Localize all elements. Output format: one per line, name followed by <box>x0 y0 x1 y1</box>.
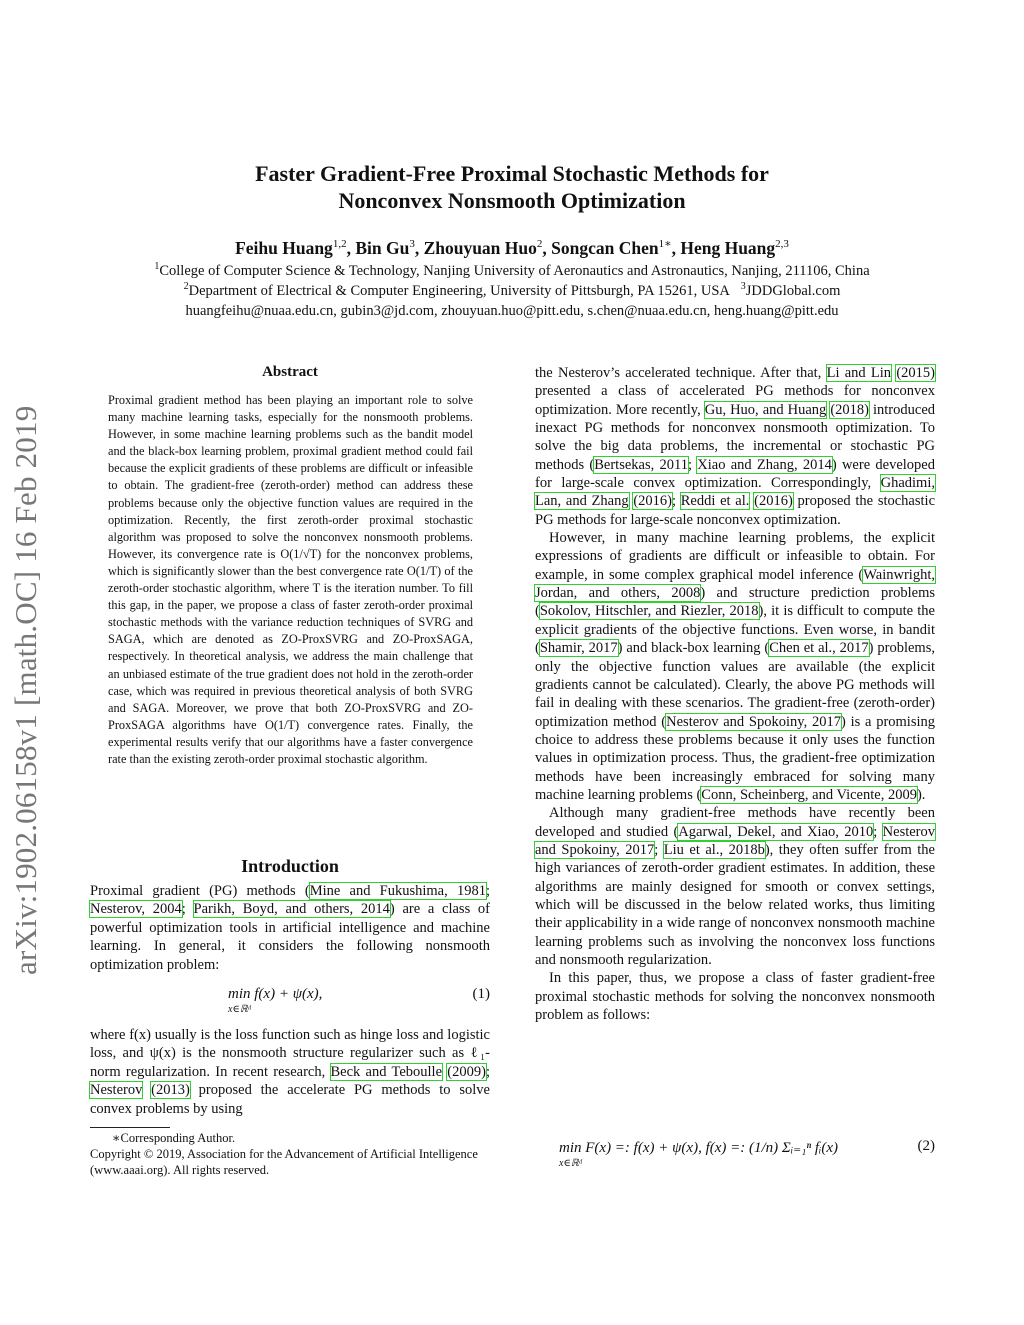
title-line-1: Faster Gradient-Free Proximal Stochastic Methods for <box>255 161 769 186</box>
citation-link[interactable]: Wainwright, Jordan, and others, 2008 <box>535 566 935 602</box>
author-affil-mark: 2,3 <box>775 238 789 251</box>
equation-1 <box>90 984 490 1024</box>
equation-2 <box>535 1124 935 1184</box>
text-run: ; <box>672 493 681 510</box>
author-affil-mark: 2 <box>536 238 543 251</box>
citation-link[interactable]: Bertsekas, 2011 <box>594 456 688 473</box>
citation-link[interactable]: Xiao and Zhang, 2014 <box>697 456 832 473</box>
paper-title <box>90 160 934 214</box>
footnote-copyright: Copyright © 2019, Association for the Advancement of Artificial Intelligence (www.aaai.org). All rights reserved. <box>90 1147 478 1177</box>
text-run: proposed the accelerate PG methods to solve convex problems by using <box>90 1082 490 1117</box>
citation-link[interactable]: Parikh, Boyd, and others, 2014 <box>193 901 390 918</box>
text-run: ), they often suffer from the high variances of zeroth-order gradient estimates. In addition, these algorithms are mainly designed for smooth or convex settings, which will be discussed in the below related works, thus limiting their applicability in a wide range of nonconvex nonsmooth machine learning problems such as involving the nonconvex loss functions and nonsmooth regularization. <box>535 841 935 968</box>
citation-link[interactable]: (2016) <box>633 493 672 510</box>
citation-link[interactable]: Nesterov <box>90 1082 143 1099</box>
affiliation-text: JDDGlobal.com <box>745 283 841 299</box>
text-run: Proximal gradient (PG) methods ( <box>90 883 310 899</box>
citation-link[interactable]: Reddi et al. <box>680 493 750 510</box>
text-run: ) is a promising choice to address these problems because it only uses the function values in optimization process. Thus, the gradient-free optimization methods have been increasingly embraced for solving many machine learning problems ( <box>535 713 936 803</box>
citation-link[interactable]: Nesterov, 2004 <box>90 901 182 918</box>
abstract-paragraph: Proximal gradient method has been playing an important role to solve many machine learning tasks, especially for the nonsmooth problems. However, in some machine learning problems such as the bandit model and the black-box learning problem, proximal gradient method could fail because the explicit gradients of these problems are difficult or infeasible to obtain. The gradient-free (zeroth-order) method can address these problems because only the objective function values are required in the optimization. Recently, the first zeroth-order proximal stochastic algorithm was proposed to solve the nonconvex nonsmooth problems. However, its convergence rate is O(1/√T) for the nonconvex problems, which is significantly slower than the best convergence rate O(1/T) of the zeroth-order stochastic algorithm, where T is the iteration number. To fill this gap, in the paper, we propose a class of faster zeroth-order proximal stochastic methods with the variance reduction techniques of SVRG and SAGA, which are denoted as ZO-ProxSVRG and ZO-ProxSAGA, respectively. In theoretical analysis, we address the main challenge that an unbiased estimate of the true gradient does not hold in the zeroth-order case, which was required in previous theoretical analysis of both SVRG and SAGA. Moreover, we prove that both ZO-ProxSVRG and ZO-ProxSAGA algorithms have O(1/T) convergence rates. Finally, the experimental results verify that our algorithms have a faster convergence rate than the existing zeroth-order proximal stochastic algorithm. <box>108 393 473 766</box>
intro-paragraph-1 <box>90 882 490 974</box>
title-line-2: Nonconvex Nonsmooth Optimization <box>338 188 686 213</box>
citation-link[interactable]: Nesterov and Spokoiny, 2017 <box>666 713 841 730</box>
author-affil-mark: 1,2 <box>332 238 347 251</box>
introduction-heading: Introduction <box>241 856 339 876</box>
equation-body: min f(x) + ψ(x), <box>228 986 323 1002</box>
footnote-rule <box>90 1127 170 1128</box>
citation-link[interactable]: (2009) <box>447 1063 486 1080</box>
text-run: ) and black-box learning ( <box>617 640 770 657</box>
right-paragraph-2 <box>535 529 935 804</box>
text-run: ) and structure prediction problems ( <box>535 585 935 620</box>
right-paragraph-3 <box>535 804 935 969</box>
text-run: ) problems, only the objective function values are available (the explicit gradients cannot be calculated). Clearly, the above PG methods will fail in dealing with these scenarios. The gradient-free (zeroth-order) optimization method ( <box>535 640 935 730</box>
arxiv-identifier[interactable]: arXiv:1902.06158v1 [math.OC] 16 Feb 2019 <box>8 405 43 975</box>
right-column <box>535 364 935 1024</box>
right-paragraph-1 <box>535 364 935 529</box>
citation-link[interactable]: (2018) <box>830 401 869 418</box>
citation-link[interactable]: Gu, Huo, and Huang <box>704 401 827 418</box>
author-name: Feihu Huang <box>235 238 333 258</box>
equation-subscript: x∈ℝᵈ <box>228 1004 251 1015</box>
author-affil-mark: 3 <box>409 238 415 251</box>
affiliation-text: Department of Electrical & Computer Engineering, University of Pittsburgh, PA 15261, USA <box>188 283 730 299</box>
citation-link[interactable]: (2013) <box>151 1082 190 1099</box>
text-run: ) were developed for large-scale convex optimization. Correspondingly, <box>535 456 935 492</box>
author-name: , Bin Gu <box>346 238 410 258</box>
affil-mark: 1 <box>154 261 160 273</box>
text-run: ) are a class of powerful optimization tools in artificial intelligence and machine learning. In general, it considers the following nonsmooth optimization problem: <box>90 901 491 973</box>
citation-link[interactable]: Agarwal, Dekel, and Xiao, 2010 <box>678 823 874 840</box>
author-name: , Heng Huang <box>671 238 776 258</box>
intro-paragraph-2 <box>90 1026 490 1118</box>
author-affil-mark: 1∗ <box>658 238 672 251</box>
text-run: ; <box>654 841 664 858</box>
text-run: the Nesterov’s accelerated technique. After that, <box>535 365 827 381</box>
footnote-block <box>90 1130 490 1178</box>
text-run: presented a class of accelerated PG methods for nonconvex optimization. More recently, <box>535 383 935 418</box>
citation-link[interactable]: Shamir, 2017 <box>539 640 618 657</box>
text-run: Although many gradient-free methods have recently been developed and studied ( <box>535 805 935 840</box>
text-run: introduced inexact PG methods for nonconvex nonsmooth optimization. To solve the big data problems, the incremental or stochastic PG methods ( <box>535 401 935 473</box>
author-name: , Zhouyuan Huo <box>414 238 537 258</box>
affiliation-1 <box>60 261 964 281</box>
citation-link[interactable]: Mine and Fukushima, 1981 <box>309 883 486 899</box>
affil-mark: 2 <box>183 281 189 293</box>
text-run: proposed the stochastic PG methods for large-scale nonconvex optimization. <box>535 493 936 528</box>
citation-link[interactable]: Nesterov and Spokoiny, 2017 <box>535 823 935 858</box>
equation-number: (1) <box>472 986 490 1002</box>
equation-body: min F(x) =: f(x) + ψ(x), f(x) =: (1/n) Σᵢ₌₁ⁿ fᵢ(x) <box>559 1140 839 1156</box>
text-run: ; <box>873 823 883 840</box>
text-run: ), it is difficult to compute the explicit gradients of the objective functions. Even worse, in bandit ( <box>535 603 935 657</box>
affiliation-text: College of Computer Science & Technology, Nanjing University of Aeronautics and Astronautics, Nanjing, 211106, China <box>159 263 870 279</box>
citation-link[interactable]: Conn, Scheinberg, and Vicente, 2009 <box>701 786 917 803</box>
affiliation-2 <box>60 281 964 301</box>
text-run: ; <box>181 901 194 918</box>
text-run: However, in many machine learning problems, the explicit expressions of gradients are difficult or infeasible to obtain. For example, in some complex graphical model inference ( <box>535 530 935 583</box>
text-run: ; <box>687 456 698 473</box>
footnote-corresponding: ∗Corresponding Author. <box>112 1131 236 1145</box>
text-run: where f(x) usually is the loss function such as hinge loss and logistic loss, and ψ(x) is the nonsmooth structure regularizer such as ℓ₁-norm regularization. In recent research, <box>90 1027 490 1080</box>
citation-link[interactable]: (2015) <box>896 365 935 381</box>
affil-mark: 3 <box>740 281 746 293</box>
citation-link[interactable]: Ghadimi, Lan, and Zhang <box>535 475 935 510</box>
citation-link[interactable]: Sokolov, Hitschler, and Riezler, 2018 <box>539 603 759 620</box>
citation-link[interactable]: (2016) <box>754 493 793 510</box>
citation-link[interactable]: Beck and Teboulle <box>330 1063 443 1080</box>
right-paragraph-4: In this paper, thus, we propose a class of faster gradient-free proximal stochastic methods for solving the nonconvex nonsmooth problem as follows: <box>535 970 935 1024</box>
citation-link[interactable]: Liu et al., 2018b <box>663 841 765 858</box>
citation-link[interactable]: Chen et al., 2017 <box>769 640 869 657</box>
abstract-heading: Abstract <box>262 364 318 380</box>
text-run: ; <box>485 883 490 899</box>
citation-link[interactable]: Li and Lin <box>826 365 892 381</box>
author-emails: huangfeihu@nuaa.edu.cn, gubin3@jd.com, zhouyuan.huo@pitt.edu, s.chen@nuaa.edu.cn, heng.huang@pitt.edu <box>185 303 839 319</box>
arxiv-sidebar <box>0 335 58 975</box>
text-run: ). <box>916 786 926 803</box>
equation-number: (2) <box>917 1138 935 1154</box>
author-list <box>90 236 934 260</box>
abstract-body <box>108 392 473 768</box>
text-run: ; <box>485 1063 490 1080</box>
author-name: , Songcan Chen <box>542 238 659 258</box>
equation-subscript: x∈ℝᵈ <box>559 1158 582 1169</box>
